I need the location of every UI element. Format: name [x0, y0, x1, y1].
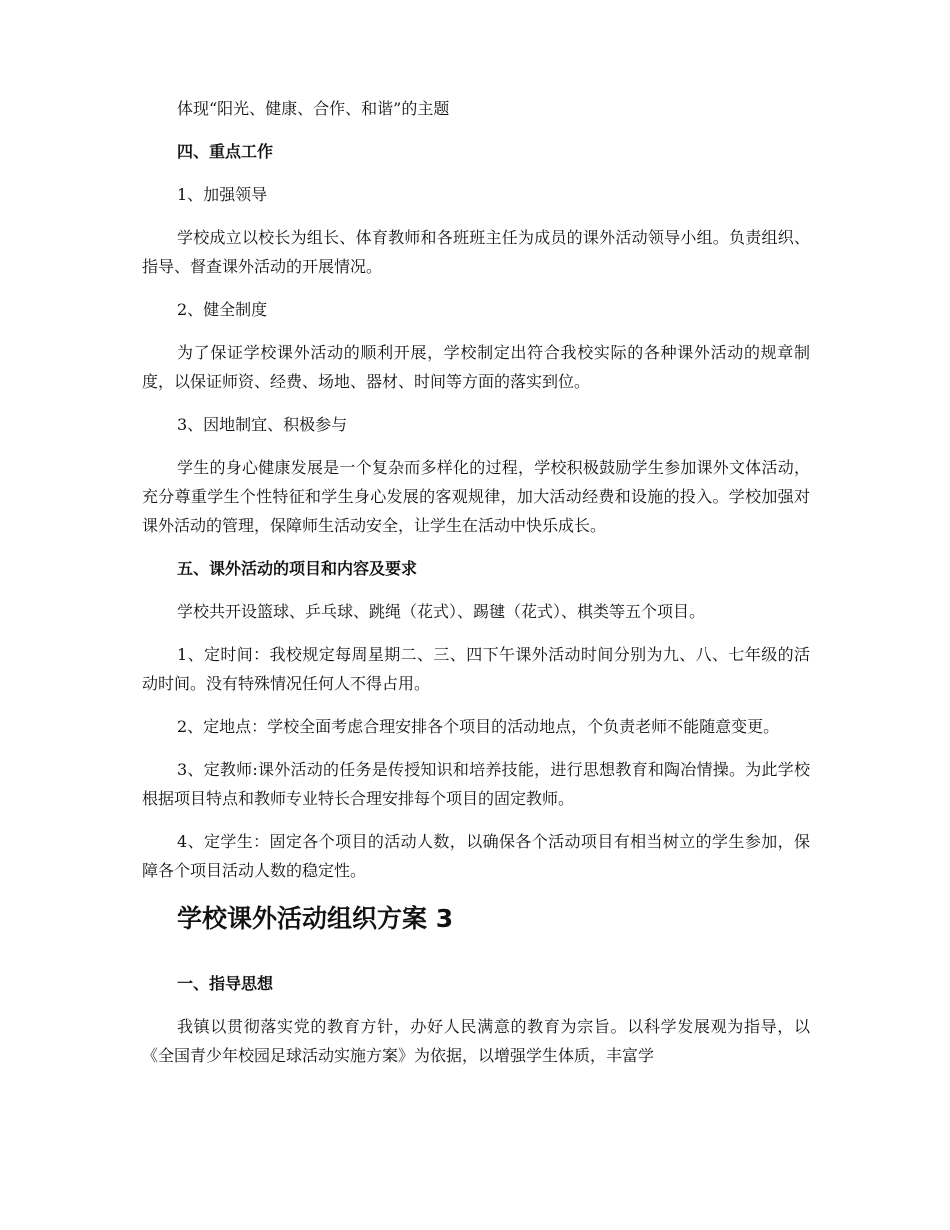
section-heading-activities: 五、课外活动的项目和内容及要求 [177, 559, 418, 578]
subheading-local-conditions: 3、因地制宜、积极参与 [177, 415, 348, 434]
document-title: 学校课外活动组织方案 3 [177, 904, 454, 933]
paragraph-projects: 学校共开设篮球、乒乓球、跳绳（花式）、踢毽（花式）、棋类等五个项目。 [177, 602, 706, 621]
subheading-system: 2、健全制度 [177, 300, 268, 319]
paragraph-fixed-teacher: 3、定教师:课外活动的任务是传授知识和培养技能，进行思想教育和陶冶情操。为此学校根据项目特点和教师专业特长合理安排每个项目的固定教师。 [142, 760, 810, 808]
paragraph-fixed-student: 4、定学生：固定各个项目的活动人数，以确保各个活动项目有相当树立的学生参加，保障各个项目活动人数的稳定性。 [142, 832, 810, 880]
paragraph-guiding-ideology: 我镇以贯彻落实党的教育方针，办好人民满意的教育为宗旨。以科学发展观为指导，以《全国青少年校园足球活动实施方案》为依据，以增强学生体质，丰富学 [142, 1017, 810, 1065]
paragraph-local-conditions: 学生的身心健康发展是一个复杂而多样化的过程，学校积极鼓励学生参加课外文体活动，充分尊重学生个性特征和学生身心发展的客观规律，加大活动经费和设施的投入。学校加强对课外活动的管理，保障师生活动安全，让学生在活动中快乐成长。 [142, 458, 810, 535]
subheading-leadership: 1、加强领导 [177, 185, 268, 204]
document-body [142, 94, 810, 1084]
paragraph-leadership: 学校成立以校长为组长、体育教师和各班班主任为成员的课外活动领导小组。负责组织、指导、督查课外活动的开展情况。 [142, 228, 810, 276]
section-heading-guiding-ideology: 一、指导思想 [177, 974, 274, 993]
paragraph-system: 为了保证学校课外活动的顺利开展，学校制定出符合我校实际的各种课外活动的规章制度，以保证师资、经费、场地、器材、时间等方面的落实到位。 [142, 343, 810, 391]
section-heading-key-work: 四、重点工作 [177, 142, 274, 161]
paragraph-theme: 体现“阳光、健康、合作、和谐”的主题 [177, 99, 450, 118]
paragraph-fixed-time: 1、定时间：我校规定每周星期二、三、四下午课外活动时间分别为九、八、七年级的活动时间。没有特殊情况任何人不得占用。 [142, 645, 810, 693]
paragraph-fixed-place: 2、定地点：学校全面考虑合理安排各个项目的活动地点，个负责老师不能随意变更。 [177, 717, 780, 736]
